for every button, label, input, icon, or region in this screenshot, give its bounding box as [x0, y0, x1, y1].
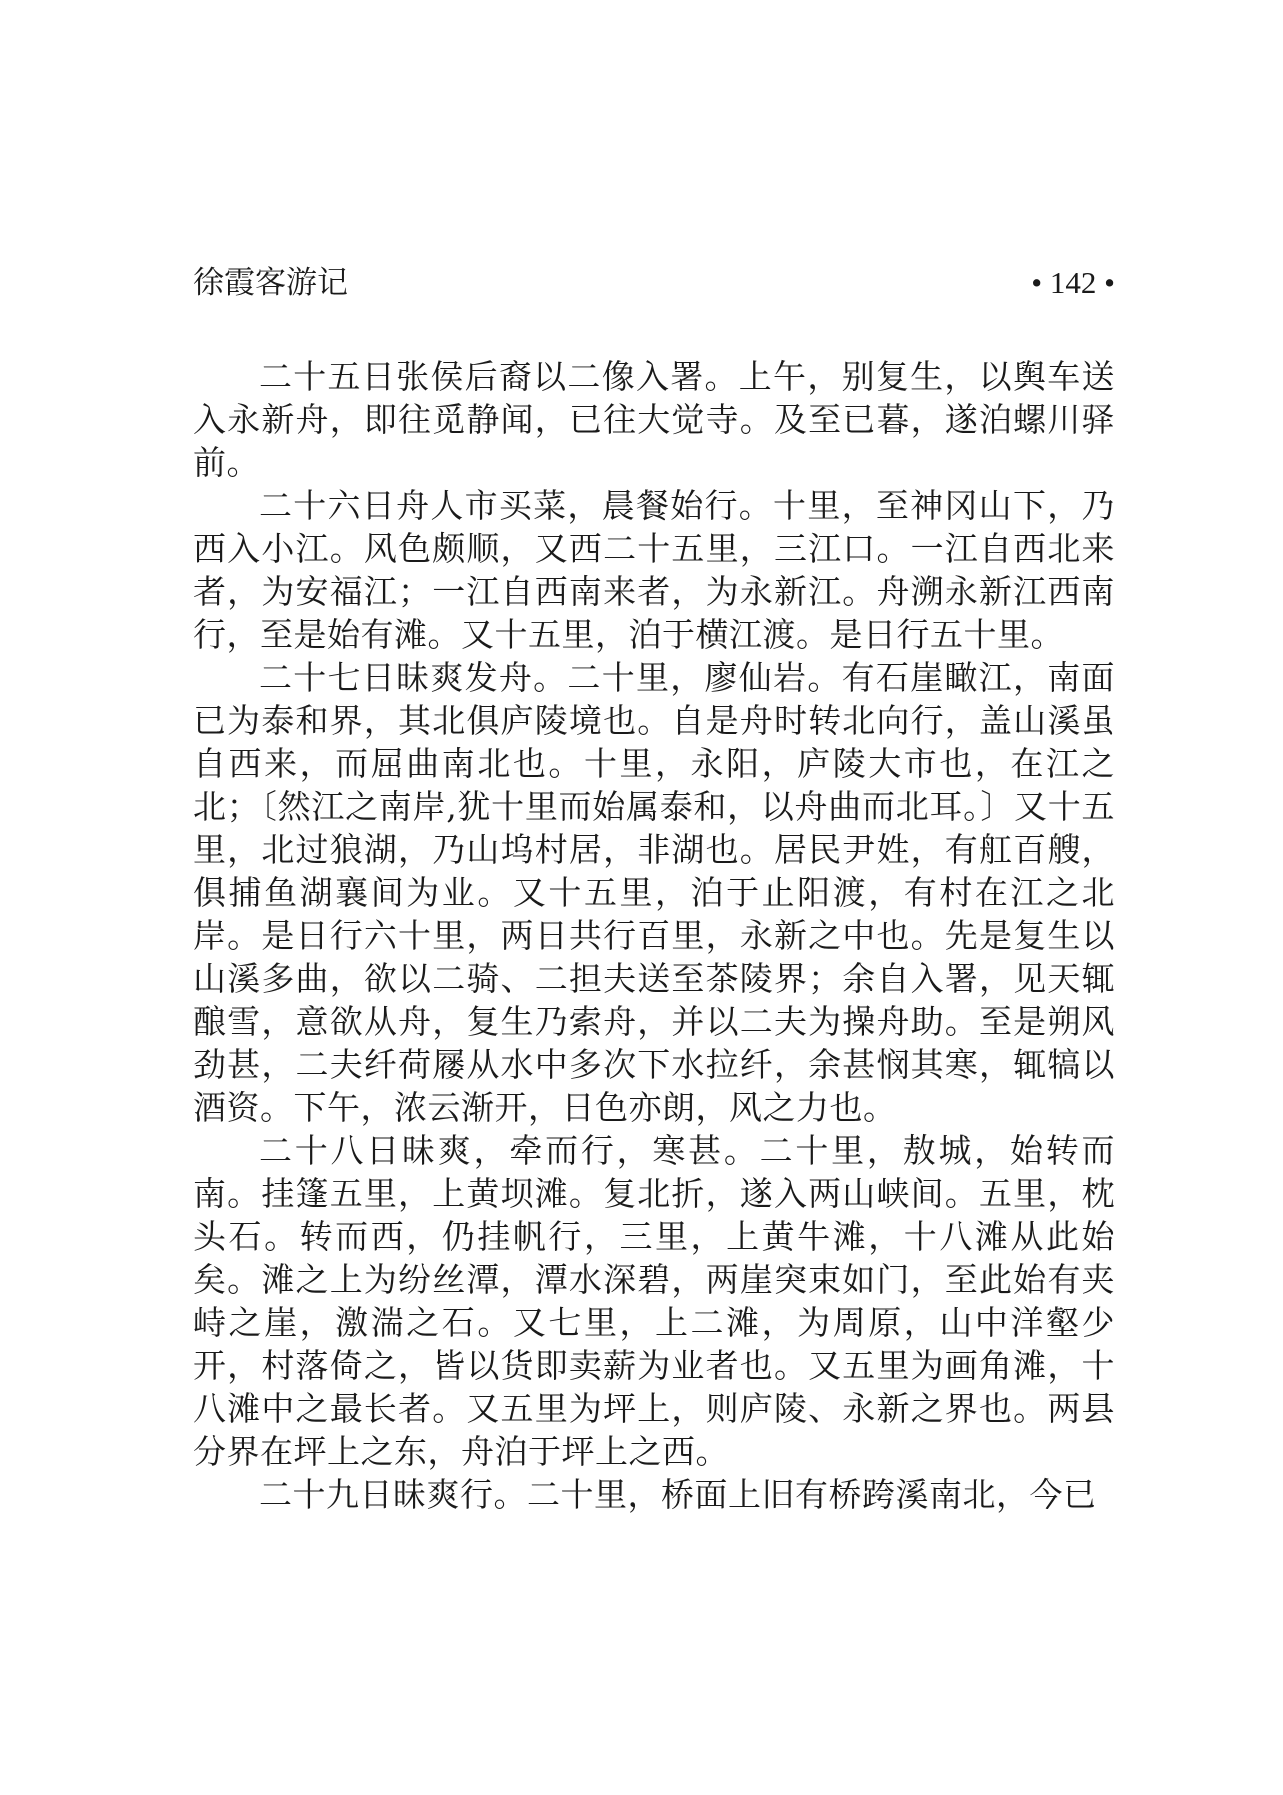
paragraph-day-28: 二十八日昧爽，牵而行，寒甚。二十里，敖城，始转而南。挂篷五里，上黄坝滩。复北折，遂入两山峡间。五里，枕头石。转而西，仍挂帆行，三里，上黄牛滩，十八滩从此始矣。滩之上为纷丝潭，潭水深碧，两崖突束如门，至此始有夹峙之崖，激湍之石。又七里，上二滩，为周原，山中洋壑少开，村落倚之，皆以货即卖薪为业者也。又五里为画角滩，十八滩中之最长者。又五里为坪上，则庐陵、永新之界也。两县分界在坪上之东，舟泊于坪上之西。: [193, 1131, 1115, 1471]
paragraph-day-29: 二十九日昧爽行。二十里，桥面上旧有桥跨溪南北，今已: [259, 1475, 1097, 1514]
book-page: [193, 258, 1115, 1516]
running-header: [193, 258, 1115, 308]
paragraph-day-26: 二十六日舟人市买菜，晨餐始行。十里，至神冈山下，乃西入小江。风色颇顺，又西二十五里，三江口。一江自西北来者，为安福江；一江自西南来者，为永新江。舟溯永新江西南行，至是始有滩。又十五里，泊于横江渡。是日行五十里。: [193, 486, 1115, 654]
page-number: • 142 •: [1031, 265, 1115, 300]
paragraph-day-27: 二十七日昧爽发舟。二十里，廖仙岩。有石崖瞰江，南面已为泰和界，其北俱庐陵境也。自是舟时转北向行，盖山溪虽自西来，而屈曲南北也。十里，永阳，庐陵大市也，在江之北；〔然江之南岸,犹十里而始属泰和，以舟曲而北耳。〕又十五里，北过狼湖，乃山坞村居，非湖也。居民尹姓，有舡百艘，俱捕鱼湖襄间为业。又十五里，泊于止阳渡，有村在江之北岸。是日行六十里，两日共行百里，永新之中也。先是复生以山溪多曲，欲以二骑、二担夫送至茶陵界；余自入署，见天辄酿雪，意欲从舟，复生乃索舟，并以二夫为操舟助。至是朔风劲甚，二夫纤荷屦从水中多次下水拉纤，余甚悯其寒，辄犒以酒资。下午，浓云渐开，日色亦朗，风之力也。: [193, 658, 1115, 1127]
paragraph-day-25: 二十五日张侯后裔以二像入署。上午，别复生，以舆车送入永新舟，即往觅静闻，已往大觉寺。及至已暮，遂泊螺川驿前。: [193, 357, 1115, 482]
body-text: [193, 355, 1115, 1516]
book-title: 徐霞客游记: [193, 265, 348, 301]
